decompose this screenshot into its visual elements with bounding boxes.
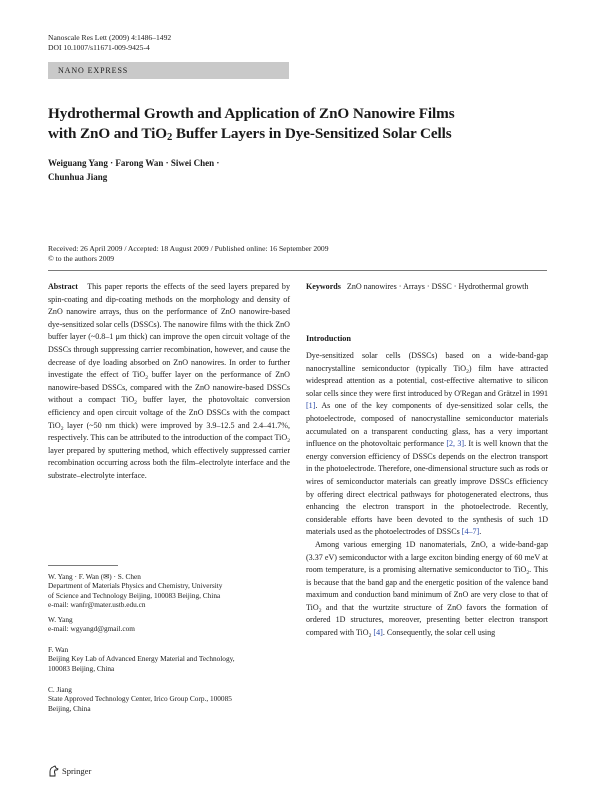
title-text: with ZnO and TiO — [48, 125, 167, 142]
introduction-body — [306, 350, 548, 640]
paragraph — [306, 539, 548, 640]
introduction-heading: Introduction — [306, 334, 352, 343]
citation-link[interactable]: [4–7] — [461, 527, 480, 537]
journal-doi: DOI 10.1007/s11671-009-9425-4 — [48, 43, 150, 52]
subscript: 2 — [287, 438, 290, 445]
footnote-address: of Science and Technology Beijing, 100083 Beijing, China — [48, 590, 221, 600]
affiliation-4 — [48, 685, 293, 713]
title-line-1: Hydrothermal Growth and Application of ZnO Nanowire Films — [48, 105, 455, 122]
body-text: ) film have attracted widespread attention as a potential, cost-effective alternative to silicon solar cells since they were first introduced by O'Regan and Grätzel in 1991 — [306, 363, 549, 398]
subscript: 2 — [318, 607, 322, 614]
body-text: Dye-sensitized solar cells (DSSCs) based on a wide-band-gap nanocrystalline semiconductor (typically TiO — [306, 351, 548, 373]
abstract-text: layer prepared by sputtering method, which effectively suppressed carrier recombination occurring across both the film–electrolyte interface and the substrate–electrolyte interface. — [48, 445, 290, 480]
body-text: . Consequently, the solar cell using — [382, 628, 496, 638]
authors-line-1: Weiguang Yang · Farong Wan · Siwei Chen · — [48, 158, 220, 168]
footnote-email[interactable]: e-mail: wgyangd@gmail.com — [48, 624, 135, 634]
citation-link[interactable]: [1] — [306, 401, 316, 411]
keywords-heading: Keywords — [306, 282, 341, 291]
keywords — [306, 281, 548, 294]
title-line-2 — [48, 124, 548, 144]
section-label: NANO EXPRESS — [48, 62, 289, 79]
footnote-address: Beijing, China — [48, 703, 91, 713]
footnote-authors: W. Yang · F. Wan (✉) · S. Chen — [48, 572, 141, 581]
journal-citation: Nanoscale Res Lett (2009) 4:1486–1492 — [48, 33, 172, 42]
publisher-name: Springer — [62, 766, 92, 776]
copyright-line: © to the authors 2009 — [48, 253, 115, 263]
abstract-text: layer (~50 nm thick) were improved by 3.9–12.5 and 2.4–41.7%, respectively. This can be attributed to the introduction of the compact TiO — [48, 420, 290, 443]
title-text: Buffer Layers in Dye-Sensitized Solar Cells — [172, 125, 452, 142]
footnote-author: W. Yang — [48, 615, 73, 624]
affiliation-1 — [48, 572, 293, 609]
citation-link[interactable]: [4] — [373, 628, 383, 638]
abstract-heading: Abstract — [48, 282, 78, 291]
subscript: 2 — [526, 570, 530, 577]
subscript: 2 — [466, 368, 469, 375]
subscript: 2 — [134, 400, 137, 407]
abstract-text: buffer layer on the performance of ZnO nanowire-based DSSCs, compared with the ZnO nanowire-based DSSCs without a compact TiO — [48, 370, 290, 405]
abstract-text: buffer layer, the photovoltaic conversion efficiency and open circuit voltage of the ZnO DSSCs with the compact TiO — [48, 395, 290, 430]
publisher-footer — [48, 765, 91, 777]
title-subscript: 2 — [166, 132, 173, 143]
body-text: and that the wurtzite structure of ZnO favors the formation of ordered 1D structures, moreover, presenting better electron transport compared with TiO — [306, 602, 548, 638]
footnote-email[interactable]: e-mail: wanfr@mater.ustb.edu.cn — [48, 599, 146, 609]
affiliation-3 — [48, 645, 293, 673]
footnote-address: 100083 Beijing, China — [48, 663, 115, 673]
body-text: Among various emerging 1D nanomaterials, ZnO, a wide-band-gap (3.37 eV) semiconductor with a large exciton binding energy of 60 meV at room temperature, is a promising alternative semiconductor to TiO — [306, 539, 548, 575]
paper-title — [48, 104, 548, 144]
footnote-address: State Approved Technology Center, Irico Group Corp., 100085 — [48, 694, 232, 704]
springer-horse-icon — [48, 765, 59, 777]
citation-link[interactable]: [2, 3] — [446, 439, 465, 449]
subscript: 2 — [368, 633, 372, 640]
footnote-author: C. Jiang — [48, 685, 72, 694]
abstract-text: This paper reports the effects of the seed layers prepared by spin-coating and dip-coating methods on the morphology and density of ZnO nanowire arrays, thus on the performance of ZnO nanowire-based dye-sensitized solar cells (DSSCs). The nanowire films with the thick ZnO buffer layer (~0.8–1 μm thick) can improve the open circuit voltage of the DSSCs through suppressing carrier recombination, however, and cause the decrease of dye loading absorbed on ZnO nanowires. In order to further investigate the effect of TiO — [48, 282, 290, 380]
body-text: . — [479, 527, 482, 537]
subscript: 2 — [60, 425, 64, 432]
body-text: . It is well known that the energy conversion efficiency of DSSCs depends on the electron transport in the photoelectrode. Therefore, one-dimensional structure such as rods or wires of semiconductor materials can greatly improve DSSCs efficiency by offering direct electrical pathways for photogenerated electrons, thus enhancing the electron transport in the photoelectrode. Recently, considerable efforts have been devoted to the synthesis of such 1D materials used as the photoelectrodes of DSSCs — [306, 439, 548, 537]
subscript: 2 — [145, 375, 148, 382]
divider — [48, 270, 547, 271]
paragraph — [306, 350, 548, 539]
authors-line-2: Chunhua Jiang — [48, 172, 108, 182]
author-list — [48, 156, 348, 184]
footnote-address: Beijing Key Lab of Advanced Energy Material and Technology, — [48, 654, 235, 664]
dates-line: Received: 26 April 2009 / Accepted: 18 August 2009 / Published online: 16 September 2009 — [48, 244, 329, 253]
footnote-address: Department of Materials Physics and Chemistry, University — [48, 581, 223, 591]
publication-dates — [48, 244, 548, 263]
footnote-divider — [48, 565, 118, 566]
body-text: . This is because that the band gap and the energetic position of the valence band maximum and conduction band minimum of ZnO are very close to that of TiO — [306, 565, 548, 612]
footnote-author: F. Wan — [48, 645, 69, 654]
keywords-text: ZnO nanowires · Arrays · DSSC · Hydrothermal growth — [346, 282, 529, 291]
affiliation-2 — [48, 615, 293, 634]
abstract — [48, 281, 290, 483]
body-text: . As one of the key components of dye-sensitized solar cells, the photoelectrode, composed of nanocrystalline semiconductor materials accumulated on a transparent conducting glass, has a very important influence on the photovoltaic performance — [306, 401, 548, 449]
